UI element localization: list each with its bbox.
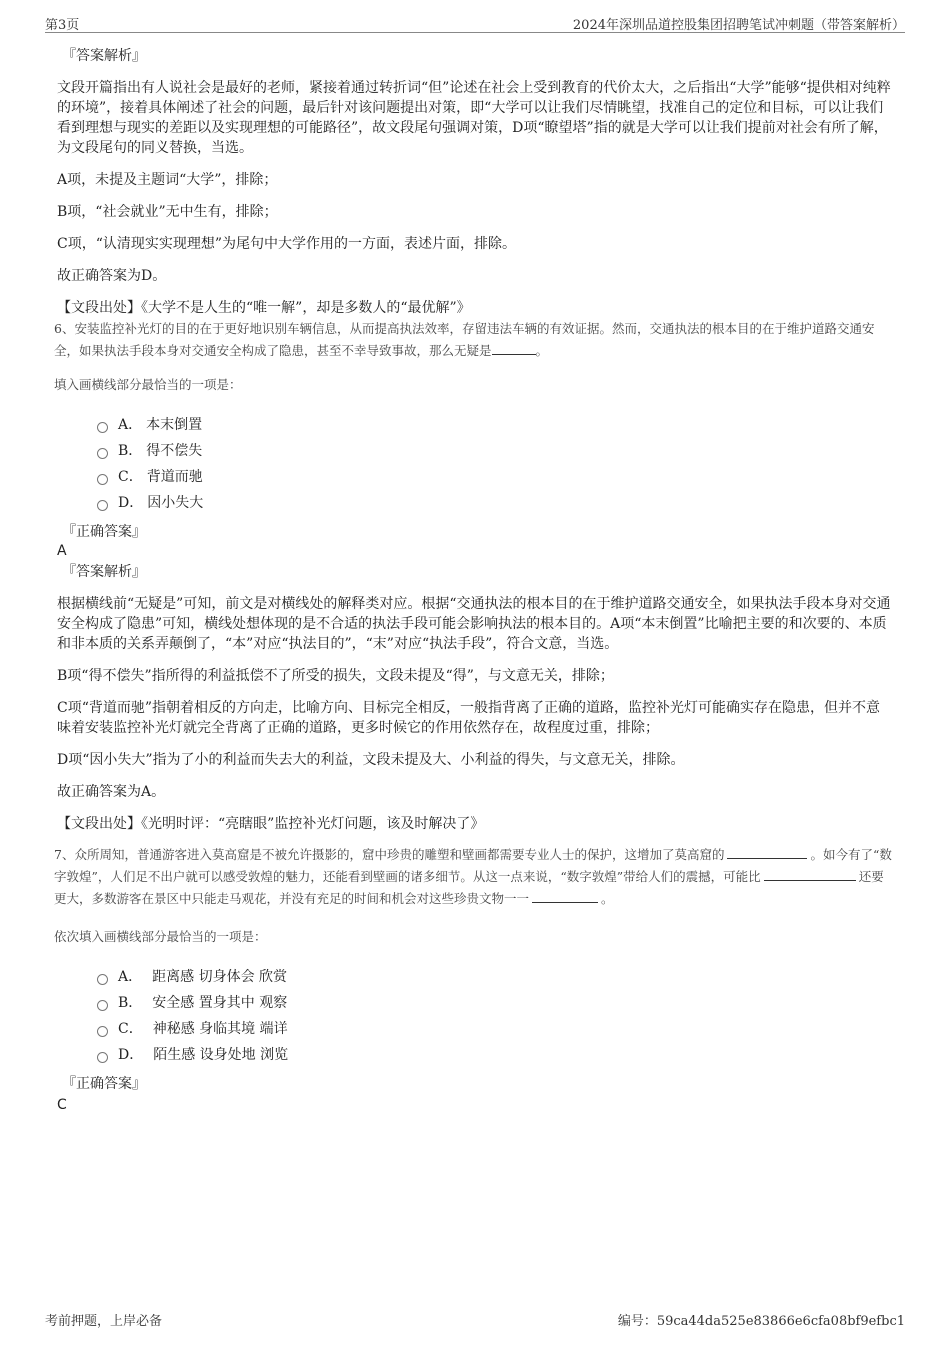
answer-blank [492,340,536,355]
answer-blank [532,888,598,903]
option-a[interactable]: A． 本末倒置 [97,412,893,438]
source-citation: 【文段出处】《大学不是人生的“唯一解”，却是多数人的“最优解”》 [57,300,471,316]
answer-blank [727,844,807,859]
question-7-stem: 7、众所周知，普通游客进入莫高窟是不被允许摄影的，窟中珍贵的雕塑和壁画都需要专业人士的保护，这增加了莫高窟的 。如今有了“数字敦煌”，人们足不出户就可以感受敦煌的魅力，还能看到壁画的诸多细节。从这一点来说，“数字敦煌”带给人们的震撼，可能比 还要更大，多数游客在景区中只能走马观花，并没有充足的时间和机会对这些珍贵文物一一 。 [54,844,893,910]
correct-answer-heading: 『正确答案』 [62,1076,146,1092]
option-c[interactable]: C． 背道而驰 [97,464,893,490]
radio-icon[interactable] [97,1000,108,1011]
option-b[interactable]: B． 得不偿失 [97,438,893,464]
question-7-options [57,964,893,1068]
conclusion: 故正确答案为D。 [57,268,167,284]
option-d[interactable]: D． 因小失大 [97,490,893,516]
option-c-analysis: C项，“认清现实实现理想”为尾句中大学作用的一方面，表述片面，排除。 [57,236,517,252]
option-d[interactable]: D． 陌生感 设身处地 浏览 [97,1042,893,1068]
answer-blank [764,866,856,881]
option-a[interactable]: A． 距离感 切身体会 欣赏 [97,964,893,990]
analysis-heading: 『答案解析』 [62,48,146,64]
analysis-heading: 『答案解析』 [62,564,146,580]
analysis-text: 根据横线前“无疑是”可知，前文是对横线处的解释类对应。根据“交通执法的根本目的在于维护道路交通安全，如果执法手段本身对交通安全构成了隐患”可知，横线处想体现的是不合适的执法手段可能会影响执法的根本目的。A项“本末倒置”比喻把主要的和次要的、本质和非本质的关系弄颠倒了，“本”对应“执法目的”，“末”对应“执法手段”，符合文意，当选。 [57,596,891,652]
radio-icon[interactable] [97,974,108,985]
radio-icon[interactable] [97,500,108,511]
correct-answer-heading: 『正确答案』 [62,524,146,540]
page-header [45,10,905,33]
source-citation: 【文段出处】《光明时评：“亮瞎眼”监控补光灯问题，该及时解决了》 [57,816,485,832]
question-6-prompt: 填入画横线部分最恰当的一项是： [54,377,242,392]
radio-icon[interactable] [97,1052,108,1063]
question-6-stem: 6、安装监控补光灯的目的在于更好地识别车辆信息，从而提高执法效率，存留违法车辆的有效证据。然而，交通执法的根本目的在于维护道路交通安全，如果执法手段本身对交通安全构成了隐患，甚至不幸导致事故，那么无疑是 。 [54,321,875,358]
footer-slogan: 考前押题，上岸必备 [45,1314,163,1329]
option-b-analysis: B项，“社会就业”无中生有，排除； [57,204,278,220]
correct-answer: C [57,1097,67,1113]
question-7-prompt: 依次填入画横线部分最恰当的一项是： [54,929,267,944]
option-a-analysis: A项，未提及主题词“大学”，排除； [57,172,278,188]
page-content [54,46,893,1114]
page-number: 第3页 [45,18,80,33]
option-d-analysis: D项“因小失大”指为了小的利益而失去大的利益，文段未提及大、小利益的得失，与文意无关，排除。 [57,752,685,768]
radio-icon[interactable] [97,474,108,485]
correct-answer: A [57,543,67,559]
radio-icon[interactable] [97,448,108,459]
analysis-text: 文段开篇指出有人说社会是最好的老师，紧接着通过转折词“但”论述在社会上受到教育的代价太大，之后指出“大学”能够“提供相对纯粹的环境”，接着具体阐述了社会的问题，最后针对该问题提出对策，即“大学可以让我们尽情眺望，找准自己的定位和目标，可以让我们看到理想与现实的差距以及实现理想的可能路径”，故文段尾句强调对策，D项“瞭望塔”指的就是大学可以让我们提前对社会有所了解，为文段尾句的同义替换，当选。 [57,80,891,156]
document-title: 2024年深圳品道控股集团招聘笔试冲刺题（带答案解析） [572,18,905,33]
radio-icon[interactable] [97,1026,108,1037]
option-b[interactable]: B． 安全感 置身其中 观察 [97,990,893,1016]
option-b-analysis: B项“得不偿失”指所得的利益抵偿不了所受的损失，文段未提及“得”，与文意无关，排除； [57,668,614,684]
radio-icon[interactable] [97,422,108,433]
question-6-options [57,412,893,516]
conclusion: 故正确答案为A。 [57,784,166,800]
option-c[interactable]: C． 神秘感 身临其境 端详 [97,1016,893,1042]
option-c-analysis: C项“背道而驰”指朝着相反的方向走，比喻方向、目标完全相反，一般指背离了正确的道路，监控补光灯可能确实存在隐患，但并不意味着安装监控补光灯就完全背离了正确的道路，更多时候它的作用依然存在，故程度过重，排除； [57,700,881,736]
document-id: 编号：59ca44da525e83866e6cfa08bf9efbc1 [617,1314,905,1329]
